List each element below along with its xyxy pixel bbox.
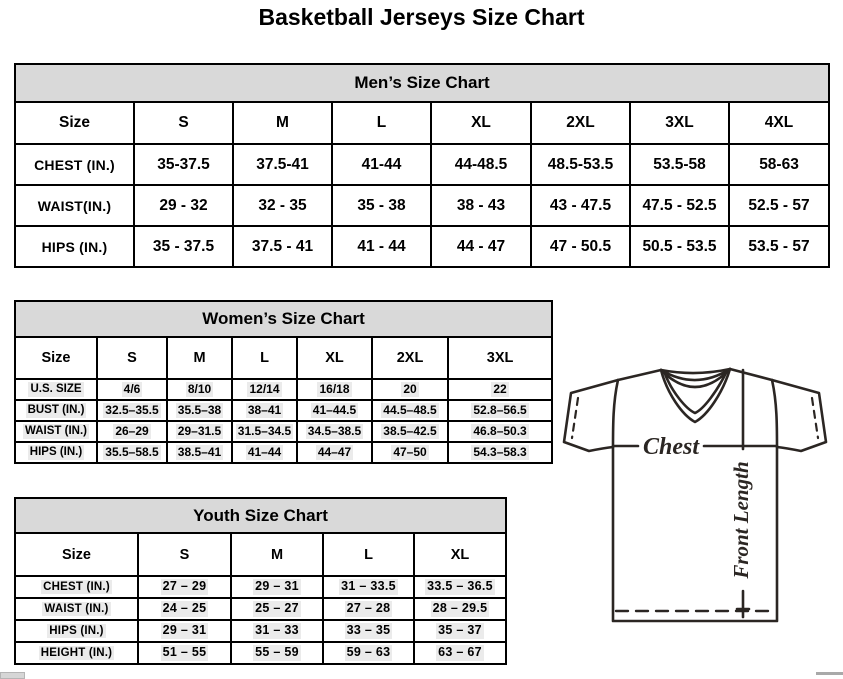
mens-table-title: Men’s Size Chart xyxy=(15,64,829,102)
size-value-cell: 35 – 37 xyxy=(414,620,506,642)
womens-table-title: Women’s Size Chart xyxy=(15,301,552,337)
column-header: M xyxy=(167,337,232,379)
size-value-cell: 35 - 38 xyxy=(332,185,431,226)
table-row xyxy=(15,185,829,226)
size-value-cell: 51 – 55 xyxy=(138,642,231,664)
size-value-cell: 41 - 44 xyxy=(332,226,431,267)
horizontal-scrollbar-thumb[interactable] xyxy=(0,672,25,679)
table-row xyxy=(15,642,506,664)
column-header: L xyxy=(332,102,431,144)
row-label: HIPS (IN.) xyxy=(15,620,138,642)
jersey-right-seam xyxy=(772,380,777,447)
size-value-cell: 47.5 - 52.5 xyxy=(630,185,729,226)
table-row xyxy=(15,400,552,421)
womens-header-row xyxy=(15,337,552,379)
column-header: Size xyxy=(15,533,138,576)
size-value-cell: 48.5-53.5 xyxy=(531,144,630,185)
size-value-cell: 8/10 xyxy=(167,379,232,400)
column-header: XL xyxy=(431,102,531,144)
size-value-cell: 44.5–48.5 xyxy=(372,400,448,421)
size-value-cell: 24 – 25 xyxy=(138,598,231,620)
size-value-cell: 31 – 33 xyxy=(231,620,323,642)
size-value-cell: 12/14 xyxy=(232,379,297,400)
column-header: L xyxy=(232,337,297,379)
table-row xyxy=(15,421,552,442)
column-header: 3XL xyxy=(630,102,729,144)
table-row xyxy=(15,226,829,267)
jersey-outline xyxy=(564,369,826,621)
row-label: HEIGHT (IN.) xyxy=(15,642,138,664)
row-label: CHEST (IN.) xyxy=(15,576,138,598)
column-header: XL xyxy=(297,337,372,379)
size-value-cell: 41–44 xyxy=(232,442,297,463)
column-header: 3XL xyxy=(448,337,552,379)
column-header: XL xyxy=(414,533,506,576)
row-label: WAIST (IN.) xyxy=(15,598,138,620)
size-value-cell: 37.5-41 xyxy=(233,144,332,185)
size-value-cell: 29 – 31 xyxy=(231,576,323,598)
column-header: 2XL xyxy=(372,337,448,379)
size-value-cell: 33 – 35 xyxy=(323,620,414,642)
table-row xyxy=(15,144,829,185)
row-label: WAIST (IN.) xyxy=(15,421,97,442)
size-value-cell: 44–47 xyxy=(297,442,372,463)
mens-header-row xyxy=(15,102,829,144)
size-value-cell: 37.5 - 41 xyxy=(233,226,332,267)
size-value-cell: 33.5 – 36.5 xyxy=(414,576,506,598)
size-value-cell: 52.8–56.5 xyxy=(448,400,552,421)
size-value-cell: 32 - 35 xyxy=(233,185,332,226)
size-value-cell: 52.5 - 57 xyxy=(729,185,829,226)
size-value-cell: 47 - 50.5 xyxy=(531,226,630,267)
size-value-cell: 58-63 xyxy=(729,144,829,185)
size-value-cell: 27 – 28 xyxy=(323,598,414,620)
table-row xyxy=(15,598,506,620)
size-value-cell: 32.5–35.5 xyxy=(97,400,167,421)
row-label: HIPS (IN.) xyxy=(15,226,134,267)
jersey-collar-top xyxy=(661,369,730,373)
jersey-measurement-diagram xyxy=(556,360,842,628)
jersey-left-seam xyxy=(613,380,618,447)
cuff-stitch-left xyxy=(572,398,578,438)
row-label: HIPS (IN.) xyxy=(15,442,97,463)
size-value-cell: 59 – 63 xyxy=(323,642,414,664)
size-value-cell: 25 – 27 xyxy=(231,598,323,620)
size-value-cell: 44 - 47 xyxy=(431,226,531,267)
column-header: Size xyxy=(15,337,97,379)
size-value-cell: 31.5–34.5 xyxy=(232,421,297,442)
column-header: 4XL xyxy=(729,102,829,144)
size-value-cell: 34.5–38.5 xyxy=(297,421,372,442)
size-value-cell: 28 – 29.5 xyxy=(414,598,506,620)
size-value-cell: 41–44.5 xyxy=(297,400,372,421)
size-value-cell: 4/6 xyxy=(97,379,167,400)
size-value-cell: 44-48.5 xyxy=(431,144,531,185)
mens-size-chart xyxy=(14,63,830,268)
row-label: BUST (IN.) xyxy=(15,400,97,421)
column-header: S xyxy=(97,337,167,379)
size-value-cell: 35.5–58.5 xyxy=(97,442,167,463)
size-value-cell: 54.3–58.3 xyxy=(448,442,552,463)
size-value-cell: 35-37.5 xyxy=(134,144,233,185)
column-header: S xyxy=(134,102,233,144)
table-row xyxy=(15,620,506,642)
size-value-cell: 38 - 43 xyxy=(431,185,531,226)
page-title: Basketball Jerseys Size Chart xyxy=(258,4,585,30)
size-value-cell: 41-44 xyxy=(332,144,431,185)
size-value-cell: 50.5 - 53.5 xyxy=(630,226,729,267)
youth-size-chart xyxy=(14,497,507,665)
table-row xyxy=(15,379,552,400)
size-value-cell: 35.5–38 xyxy=(167,400,232,421)
size-value-cell: 29 – 31 xyxy=(138,620,231,642)
size-value-cell: 26–29 xyxy=(97,421,167,442)
row-label: CHEST (IN.) xyxy=(15,144,134,185)
column-header: Size xyxy=(15,102,134,144)
column-header: M xyxy=(231,533,323,576)
column-header: M xyxy=(233,102,332,144)
row-label: U.S. SIZE xyxy=(15,379,97,400)
size-value-cell: 38.5–41 xyxy=(167,442,232,463)
size-value-cell: 46.8–50.3 xyxy=(448,421,552,442)
size-value-cell: 63 – 67 xyxy=(414,642,506,664)
size-value-cell: 16/18 xyxy=(297,379,372,400)
size-value-cell: 31 – 33.5 xyxy=(323,576,414,598)
size-value-cell: 55 – 59 xyxy=(231,642,323,664)
column-header: 2XL xyxy=(531,102,630,144)
front-length-label: Front Length xyxy=(728,461,753,579)
youth-table-title: Youth Size Chart xyxy=(15,498,506,533)
size-value-cell: 47–50 xyxy=(372,442,448,463)
size-value-cell: 53.5 - 57 xyxy=(729,226,829,267)
row-label: WAIST(IN.) xyxy=(15,185,134,226)
chest-label: Chest xyxy=(642,434,700,460)
horizontal-scrollbar-track[interactable] xyxy=(816,672,843,675)
column-header: S xyxy=(138,533,231,576)
table-row xyxy=(15,576,506,598)
size-value-cell: 53.5-58 xyxy=(630,144,729,185)
size-value-cell: 38.5–42.5 xyxy=(372,421,448,442)
table-row xyxy=(15,442,552,463)
size-value-cell: 29–31.5 xyxy=(167,421,232,442)
womens-size-chart xyxy=(14,300,553,464)
size-value-cell: 29 - 32 xyxy=(134,185,233,226)
size-value-cell: 43 - 47.5 xyxy=(531,185,630,226)
size-value-cell: 27 – 29 xyxy=(138,576,231,598)
size-value-cell: 22 xyxy=(448,379,552,400)
youth-header-row xyxy=(15,533,506,576)
cuff-stitch-right xyxy=(812,398,818,438)
size-value-cell: 20 xyxy=(372,379,448,400)
column-header: L xyxy=(323,533,414,576)
size-value-cell: 38–41 xyxy=(232,400,297,421)
size-value-cell: 35 - 37.5 xyxy=(134,226,233,267)
